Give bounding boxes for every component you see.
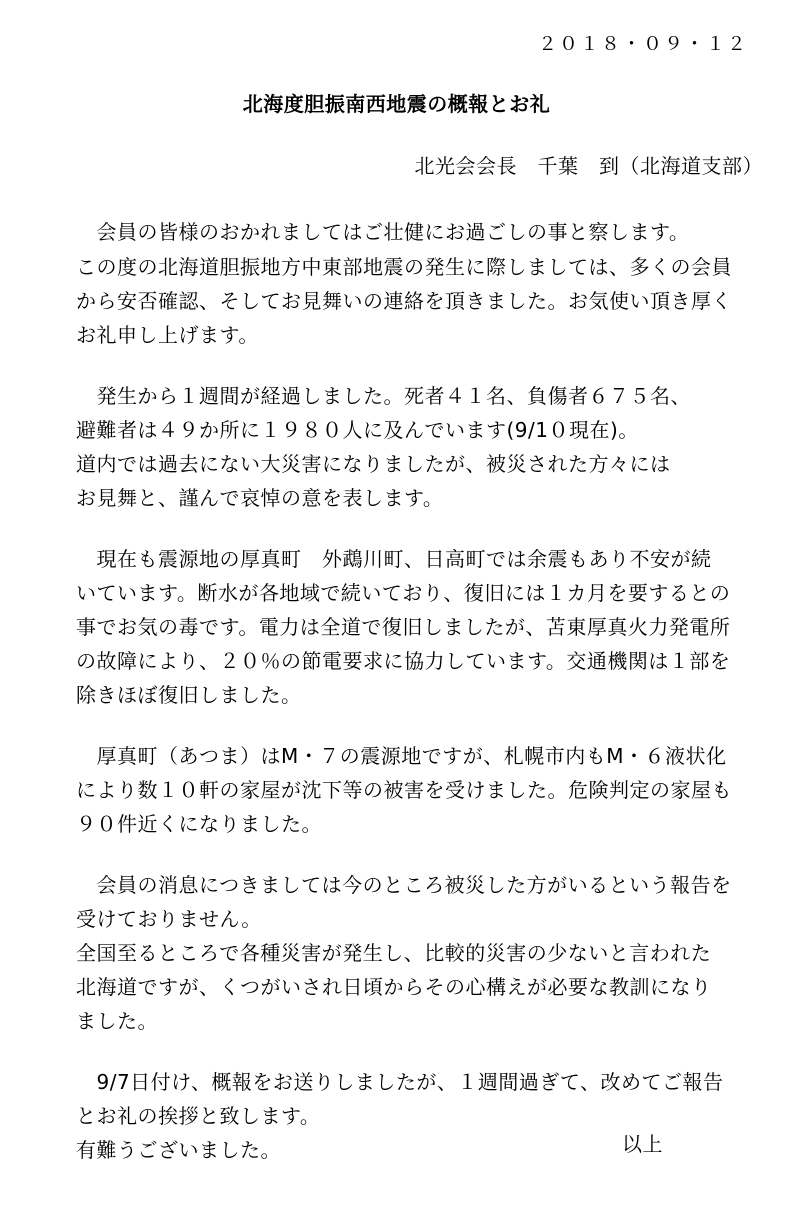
paragraph-4-line-3: ９０件近くになりました。 — [76, 812, 322, 836]
closing-text: 以上 — [622, 1132, 663, 1156]
document-author: 北光会会長 千葉 到（北海道支部） — [414, 154, 763, 178]
paragraph-5-line-5: ました。 — [76, 1009, 158, 1033]
paragraph-3-line-1: 現在も震源地の厚真町 外鵡川町、日高町では余震もあり不安が続 — [76, 547, 712, 571]
document-date: ２０１８・０９・１２ — [537, 33, 748, 55]
paragraph-6-line-1: 9/7日付け、概報をお送りしましたが、１週間過ぎて、改めてご報告 — [76, 1070, 724, 1094]
paragraph-5-line-3: 全国至るところで各種災害が発生し、比較的災害の少ないと言われた — [76, 941, 712, 965]
paragraph-1-line-1: 会員の皆様のおかれましてはご壮健にお過ごしの事と察します。 — [76, 220, 690, 244]
paragraph-3-line-2: いています。断水が各地域で続いており、復旧には１カ月を要するとの — [76, 581, 731, 605]
paragraph-3-line-5: 除きほぼ復旧しました。 — [76, 683, 302, 707]
paragraph-4-line-2: により数１０軒の家屋が沈下等の被害を受けました。危険判定の家屋も — [76, 778, 732, 802]
paragraph-2-line-2: 避難者は４９か所に１９８０人に及んでいます(9/1０現在)。 — [76, 418, 639, 442]
paragraph-2-line-3: 道内では過去にない大災害になりましたが、被災された方々には — [76, 452, 671, 476]
paragraph-4-line-1: 厚真町（あつま）はM・７の震源地ですが、札幌市内もM・６液状化 — [76, 744, 727, 768]
paragraph-3-line-3: 事でお気の毒です。電力は全道で復旧しましたが、苫東厚真火力発電所 — [76, 615, 731, 639]
paragraph-5-line-1: 会員の消息につきましては今のところ被災した方がいるという報告を — [76, 873, 732, 897]
paragraph-5-line-2: 受けておりません。 — [76, 907, 262, 931]
paragraph-1-line-2: この度の北海道胆振地方中東部地震の発生に際しましては、多くの会員 — [76, 255, 732, 279]
paragraph-2-line-1: 発生から１週間が経過しました。死者４１名、負傷者６７５名、 — [76, 384, 691, 408]
paragraph-6-line-2: とお礼の挨拶と致します。 — [76, 1104, 321, 1128]
paragraph-5-line-4: 北海道ですが、くつがいされ日頃からその心構えが必要な教訓になり — [76, 975, 712, 999]
paragraph-2-line-4: お見舞と、謹んで哀悼の意を表します。 — [76, 486, 444, 510]
paragraph-1-line-4: お礼申し上げます。 — [76, 323, 259, 347]
paragraph-1-line-3: から安否確認、そしてお見舞いの連絡を頂きました。お気使い頂き厚く — [76, 289, 732, 313]
paragraph-3-line-4: の故障により、２０％の節電要求に協力しています。交通機関は１部を — [76, 649, 731, 673]
document-title: 北海度胆振南西地震の概報とお礼 — [242, 92, 551, 116]
paragraph-6-line-3: 有難うございました。 — [76, 1138, 281, 1162]
